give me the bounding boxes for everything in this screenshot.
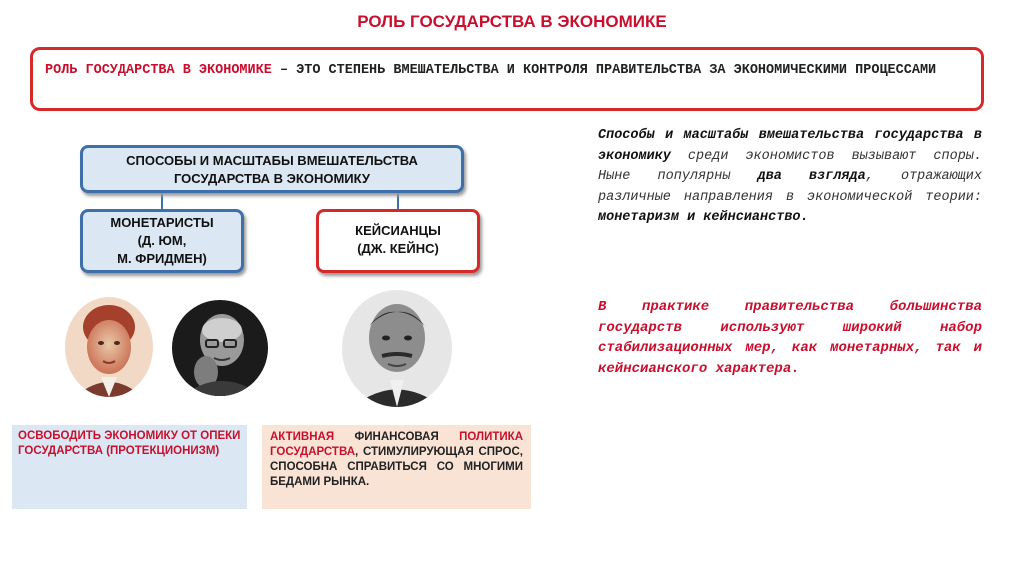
keynesian-policy-text-1: ФИНАНСОВАЯ [334,431,460,443]
keynesian-policy-box [262,425,531,509]
monetarist-policy-box [12,425,247,509]
portrait-hume [65,297,153,397]
definition-term: РОЛЬ ГОСУДАРСТВА В ЭКОНОМИКЕ [45,63,272,78]
keynesian-policy-text-2: , СТИМУЛИРУЮЩАЯ СПРОС, СПОСОБНА СПРАВИТЬСЯ СО МНОГИМИ БЕДАМИ РЫНКА. [270,446,523,488]
description-paragraph [598,126,982,229]
monetarist-policy-text: ОСВОБОДИТЬ ЭКОНОМИКУ ОТ ОПЕКИ ГОСУДАРСТВА (ПРОТЕКЦИОНИЗМ) [18,430,241,457]
page-title: РОЛЬ ГОСУДАРСТВА В ЭКОНОМИКЕ [357,12,667,31]
keynesian-policy-accent-2: ПОЛИТИКА ГОСУДАРСТВА [270,431,523,458]
description-text-2: , отражающих различные направления в экономической теории: [598,169,982,205]
keynesian-policy-accent-1: АКТИВНАЯ [270,431,335,443]
ways-line-2: ГОСУДАРСТВА В ЭКОНОМИКУ [173,171,370,186]
monetarists-names-2: М. ФРИДМЕН) [117,251,207,266]
monetarists-label: МОНЕТАРИСТЫ [110,215,214,230]
description-bold-3: монетаризм и кейнсианство. [598,210,809,225]
description-bold-1: Способы и масштабы вмешательства государства в экономику [598,128,982,164]
description-bold-2: два взгляда [757,169,866,184]
monetarists-names-1: (Д. ЮМ, [137,233,187,248]
portrait-friedman [172,300,268,396]
monetarists-box [80,209,244,273]
description-text-1: среди экономистов вызывают споры. Ныне популярны [598,148,982,184]
definition-text: – ЭТО СТЕПЕНЬ ВМЕШАТЕЛЬСТВА И КОНТРОЛЯ ПРАВИТЕЛЬСТВА ЗА ЭКОНОМИЧЕСКИМИ ПРОЦЕССАМИ [271,63,937,78]
ways-line-1: СПОСОБЫ И МАСШТАБЫ ВМЕШАТЕЛЬСТВА [126,153,418,168]
keynesians-box [316,209,480,273]
keynesians-names: (ДЖ. КЕЙНС) [357,241,439,256]
ways-scale-box [80,145,464,193]
portrait-keynes [342,290,452,407]
keynesians-label: КЕЙСИАНЦЫ [355,223,441,238]
practice-paragraph: В практике правительства большинства государств используют широкий набор стабилизационных мер, как монетарных, так и кейнсианского характера. [598,299,982,377]
